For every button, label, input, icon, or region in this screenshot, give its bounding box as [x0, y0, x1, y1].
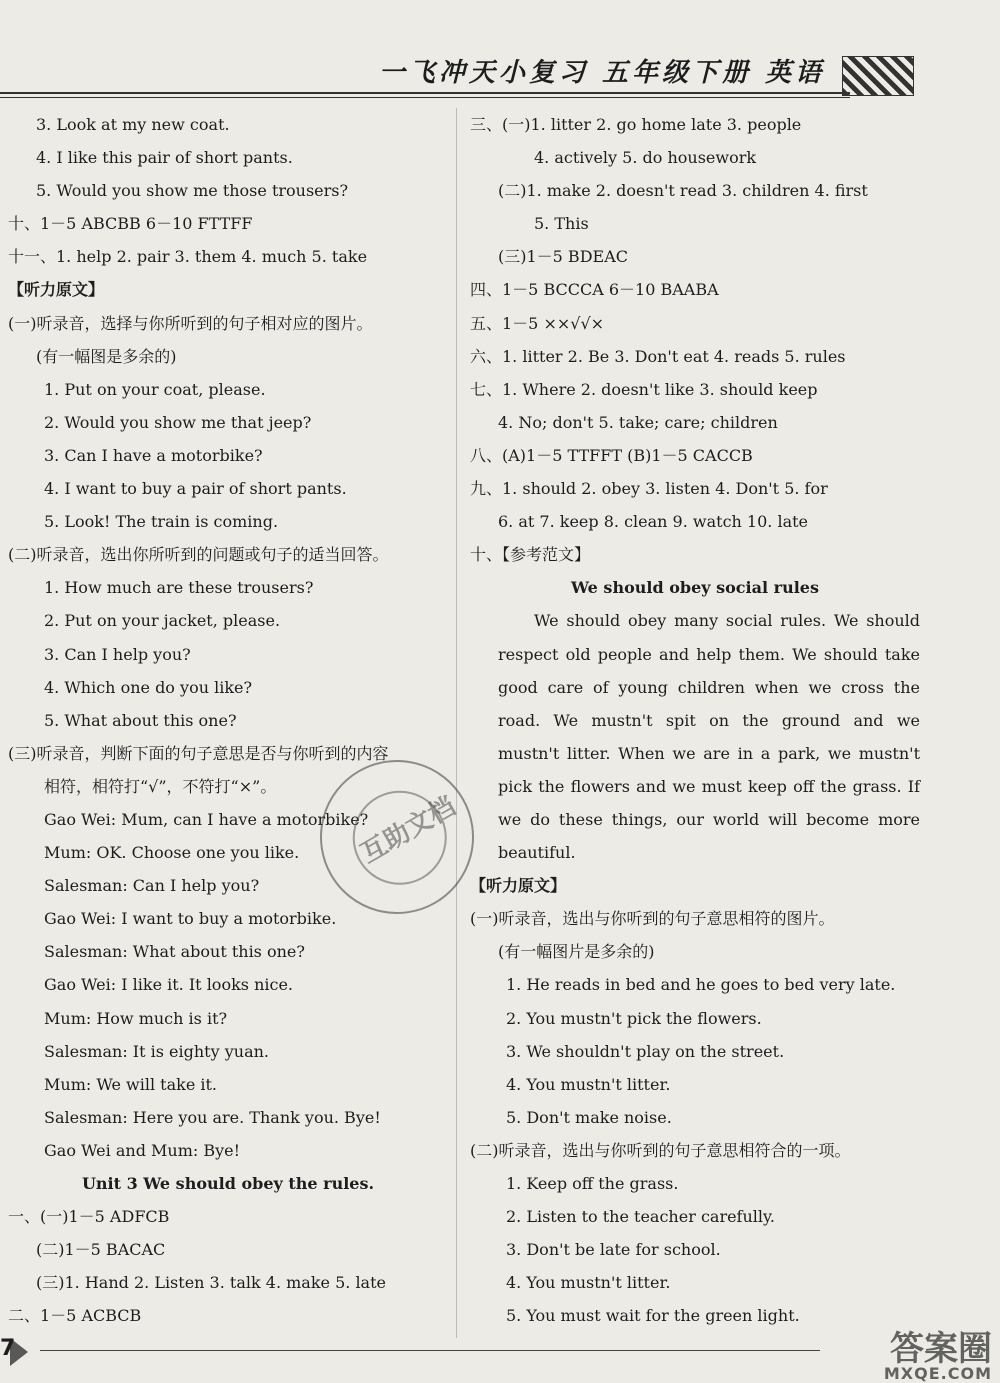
text-line: 九、1. should 2. obey 3. listen 4. Don't 5. for [470, 479, 828, 499]
text-line: 3. Can I have a motorbike? [44, 445, 263, 465]
text-line: 五、1－5 ××√√× [470, 313, 605, 333]
footer-rule [40, 1350, 820, 1351]
text-line: (三)1. Hand 2. Listen 3. talk 4. make 5. late [36, 1273, 386, 1293]
text-line: we do these things, our world will become more [498, 809, 920, 829]
text-line: 2. Listen to the teacher carefully. [506, 1207, 776, 1227]
text-line: 4. Which one do you like? [44, 677, 253, 697]
text-line: 1. How much are these trousers? [44, 578, 314, 598]
text-line: mustn't litter. When we are in a park, we mustn't [498, 743, 920, 763]
text-line: (二)1－5 BACAC [36, 1240, 166, 1260]
text-line: Unit 3 We should obey the rules. [81, 1174, 375, 1193]
text-line: Gao Wei: I like it. It looks nice. [44, 975, 293, 995]
page-number: 7 [0, 1336, 16, 1361]
text-line: Gao Wei: I want to buy a motorbike. [44, 909, 337, 929]
text-line: 1. He reads in bed and he goes to bed very late. [506, 975, 896, 995]
text-line: (一)听录音，选出与你听到的句子意思相符的图片。 [470, 909, 835, 929]
right-column [470, 108, 920, 1332]
text-line: 六、1. litter 2. Be 3. Don't eat 4. reads 5. rules [470, 346, 846, 366]
watermark-text: 互助文档 [355, 791, 461, 870]
text-line: 【听力原文】 [8, 280, 105, 300]
text-line: (二)听录音，选出你所听到的问题或句子的适当回答。 [8, 545, 389, 565]
text-line: 2. Would you show me that jeep? [44, 412, 312, 432]
site-logo [822, 1321, 992, 1369]
text-line: (有一幅图是多余的) [36, 346, 177, 366]
page-header [0, 0, 1000, 100]
text-line: good care of young children when we cross the [498, 677, 920, 697]
left-column [8, 108, 448, 1332]
text-line: Gao Wei: Mum, can I have a motorbike? [44, 809, 369, 829]
text-line: 5. Look! The train is coming. [44, 512, 279, 532]
text-line: 6. at 7. keep 8. clean 9. watch 10. late [498, 512, 808, 532]
text-line: 3. Look at my new coat. [36, 115, 230, 134]
text-line: 4. I want to buy a pair of short pants. [44, 479, 347, 499]
text-line: 5. Would you show me those trousers? [36, 181, 349, 201]
text-line: 3. We shouldn't play on the street. [506, 1041, 785, 1061]
text-line: We should obey social rules [571, 578, 819, 598]
text-line: 4. I like this pair of short pants. [36, 148, 293, 168]
header-rule [0, 92, 850, 98]
text-line: 3. Can I help you? [44, 644, 191, 664]
text-line: respect old people and help them. We should take [498, 644, 920, 664]
text-line: (有一幅图片是多余的) [498, 942, 655, 962]
text-line: 2. Put on your jacket, please. [44, 611, 281, 631]
text-line: Gao Wei and Mum: Bye! [44, 1140, 241, 1160]
text-line: 5. Don't make noise. [506, 1107, 672, 1127]
text-line: 十、1－5 ABCBB 6－10 FTTFF [8, 214, 253, 234]
text-line: 5. You must wait for the green light. [506, 1306, 800, 1326]
text-line: 三、(一)1. litter 2. go home late 3. people [470, 115, 802, 134]
text-line: Mum: We will take it. [44, 1074, 218, 1094]
text-line: 十一、1. help 2. pair 3. them 4. much 5. take [8, 247, 368, 267]
text-line: 八、(A)1－5 TTFFT (B)1－5 CACCB [470, 445, 753, 465]
text-line: 4. No; don't 5. take; care; children [498, 412, 778, 432]
text-line: road. We mustn't spit on the ground and we [498, 710, 920, 730]
text-line: (二)听录音，选出与你听到的句子意思相符合的一项。 [470, 1140, 851, 1160]
text-line: Salesman: Here you are. Thank you. Bye! [44, 1107, 381, 1127]
text-line: 一、(一)1－5 ADFCB [8, 1207, 170, 1227]
column-divider [456, 108, 457, 1338]
text-line: 十、【参考范文】 [470, 545, 591, 565]
text-line: (一)听录音，选择与你所听到的句子相对应的图片。 [8, 313, 373, 333]
header-checker-icon [842, 56, 914, 96]
logo-text: 答案圈 [890, 1329, 992, 1369]
text-line: Salesman: What about this one? [44, 942, 305, 962]
text-line: Mum: OK. Choose one you like. [44, 843, 300, 863]
text-line: 4. You mustn't litter. [506, 1273, 671, 1293]
text-line: 5. What about this one? [44, 710, 237, 730]
text-line: (三)听录音，判断下面的句子意思是否与你听到的内容 [8, 743, 389, 763]
text-line: 4. You mustn't litter. [506, 1074, 671, 1094]
text-line: pick the flowers and we must keep off the grass. If [498, 776, 920, 796]
text-line: 二、1－5 ACBCB [8, 1306, 142, 1326]
text-line: Salesman: Can I help you? [44, 876, 260, 896]
text-line: 4. actively 5. do housework [534, 148, 757, 168]
text-line: (三)1－5 BDEAC [498, 247, 628, 267]
text-line: We should obey many social rules. We should [534, 611, 920, 631]
text-line: 四、1－5 BCCCA 6－10 BAABA [470, 280, 719, 300]
logo-url: MXQE.COM [883, 1364, 992, 1383]
text-line: 3. Don't be late for school. [506, 1240, 721, 1260]
text-line: Mum: How much is it? [44, 1008, 228, 1028]
text-line: (二)1. make 2. doesn't read 3. children 4. first [498, 181, 868, 201]
text-line: 1. Put on your coat, please. [44, 379, 266, 399]
text-line: 1. Keep off the grass. [506, 1174, 679, 1193]
text-line: 七、1. Where 2. doesn't like 3. should keep [470, 379, 818, 399]
text-line: 相符，相符打“√”，不符打“×”。 [44, 776, 277, 796]
text-line: Salesman: It is eighty yuan. [44, 1041, 269, 1061]
text-line: 【听力原文】 [470, 876, 567, 896]
header-title: 一飞冲天小复习 五年级下册 英语 [378, 58, 825, 88]
text-line: beautiful. [498, 843, 576, 863]
text-line: 5. This [534, 214, 589, 234]
text-line: 2. You mustn't pick the flowers. [506, 1008, 762, 1028]
